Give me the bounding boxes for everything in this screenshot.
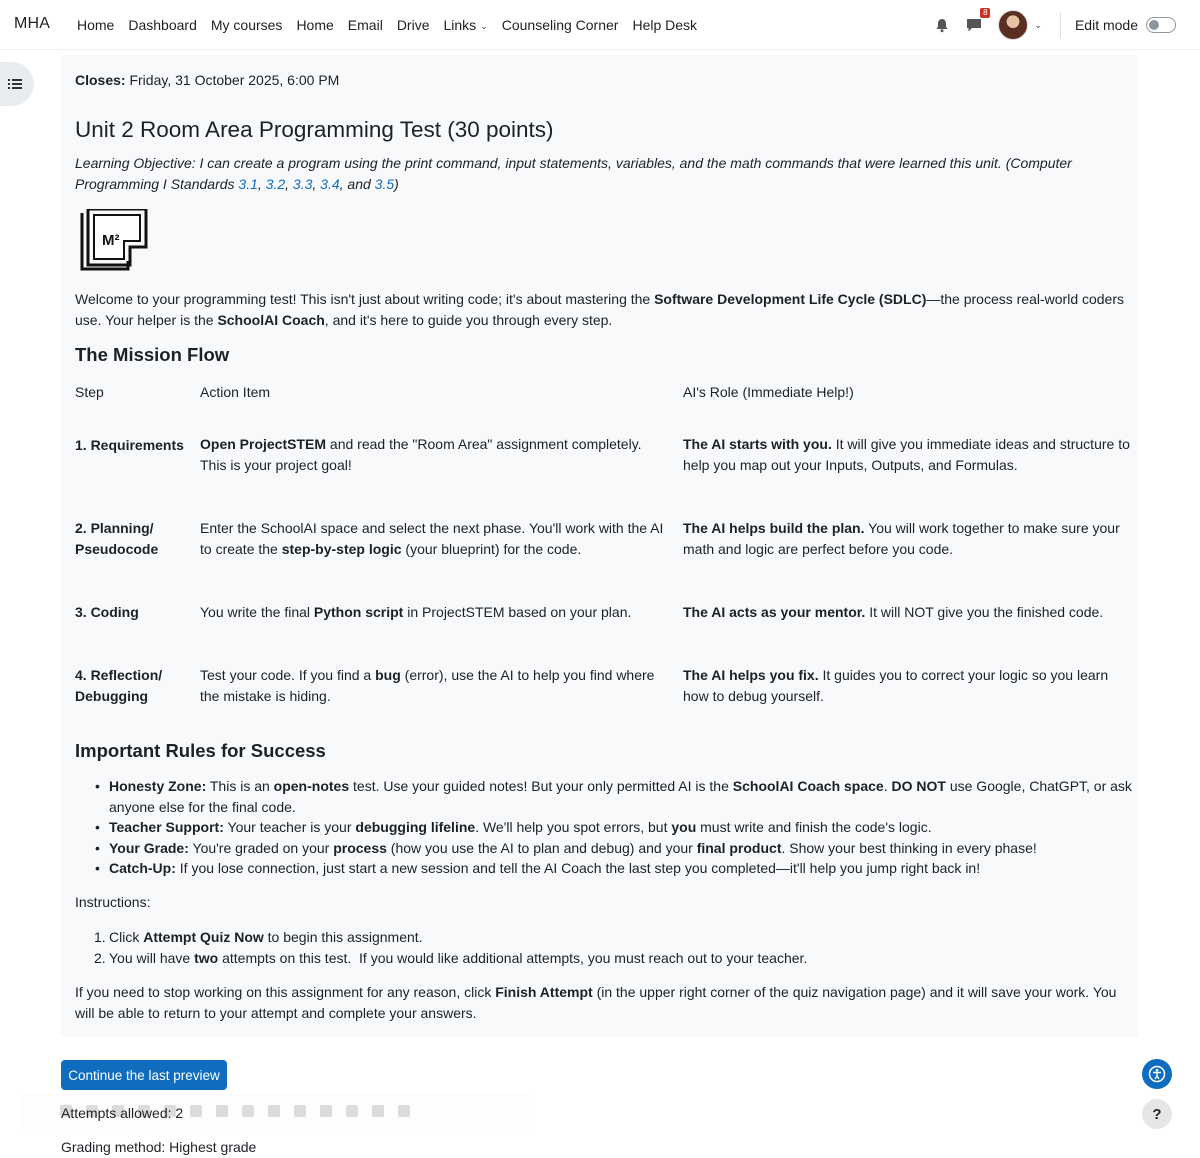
list-item <box>109 817 1134 838</box>
toolbar-icon <box>294 1105 306 1117</box>
action-text: in ProjectSTEM based on your plan. <box>403 604 632 620</box>
primary-navigation <box>70 0 704 50</box>
ai-bold: The AI helps build the plan. <box>683 520 865 536</box>
rule-text: Your teacher is your <box>223 819 356 835</box>
rule-label: Teacher Support: <box>109 819 224 835</box>
rule-text: If you lose connection, just start a new session and tell the AI Coach the last step you completed—it'll help you jump right back in! <box>175 860 981 876</box>
rule-text: . We'll help you spot errors, but <box>475 819 672 835</box>
nav-home[interactable]: Home <box>77 17 115 33</box>
nav-home-2[interactable]: Home <box>296 17 334 33</box>
instructions-label: Instructions: <box>75 894 151 910</box>
standard-link-3-5[interactable]: 3.5 <box>374 176 395 192</box>
rule-bold: SchoolAI Coach space <box>732 778 884 794</box>
messages-count-badge: 8 <box>980 8 990 18</box>
ai-role-cell <box>683 665 1133 725</box>
step-cell <box>75 434 200 518</box>
rule-text: . Show your best thinking in every phase! <box>781 839 1037 856</box>
action-cell <box>200 434 683 518</box>
continue-last-preview-button[interactable]: Continue the last preview <box>61 1060 227 1090</box>
mission-flow-heading: The Mission Flow <box>75 344 230 365</box>
rule-bold: debugging lifeline <box>355 819 476 835</box>
instruction-text: to begin this assignment. <box>263 929 423 945</box>
notifications-button[interactable] <box>932 15 952 35</box>
closes-value: Friday, 31 October 2025, 6:00 PM <box>125 72 340 88</box>
toolbar-icon <box>216 1105 228 1117</box>
m-squared-logo <box>80 209 148 271</box>
chevron-down-icon: ⌄ <box>480 20 488 31</box>
rule-text: test. Use your guided notes! But your only permitted AI is the <box>349 778 733 794</box>
step-cell <box>75 602 200 665</box>
list-item <box>94 927 807 948</box>
step-cell <box>75 518 200 602</box>
logo-text: M² <box>102 232 120 249</box>
page-title: Unit 2 Room Area Programming Test (30 points) <box>75 117 554 142</box>
attempts-allowed: Attempts allowed: 2 <box>61 1105 184 1121</box>
ai-role-cell <box>683 602 1133 665</box>
accessibility-icon <box>1148 1065 1166 1083</box>
edit-mode-label: Edit mode <box>1074 17 1138 33</box>
rule-text: must write and finish the code's logic. <box>696 819 932 835</box>
header-action-item: Action Item <box>200 384 271 400</box>
ai-bold: The AI acts as your mentor. <box>683 604 866 620</box>
objective-text: Learning Objective: I can create a program using the print command, input statements, variables, and the math commands that were learned this unit. (Computer Programming I Standards <box>75 155 1072 192</box>
toolbar-icon <box>320 1105 332 1117</box>
objective-and: , and <box>339 176 375 192</box>
table-header-row <box>75 380 1133 434</box>
rule-bold: DO NOT <box>891 778 946 794</box>
edit-mode-toggle[interactable] <box>1146 17 1176 33</box>
course-index-drawer-toggle[interactable] <box>0 62 34 106</box>
welcome-paragraph <box>75 289 1135 331</box>
welcome-text-2: —the process real-world coders use. Your helper is the <box>75 291 1125 328</box>
ai-text: It will give you immediate ideas and structure to help you map out your Inputs, Outputs, and Formulas. <box>683 436 1130 473</box>
action-text-pre: Enter the SchoolAI space and select the next phase. You'll work with the AI to create the <box>200 520 664 557</box>
rules-heading: Important Rules for Success <box>75 740 326 761</box>
table-row <box>75 602 1133 665</box>
action-text-pre: Test your code. If you find a <box>200 667 376 683</box>
welcome-text-1: Welcome to your programming test! This isn't just about writing code; it's about mastering the <box>75 291 655 307</box>
messages-button[interactable] <box>964 8 988 35</box>
chat-bubble-icon <box>966 18 982 33</box>
rule-label: Catch-Up: <box>109 860 176 876</box>
action-cell <box>200 665 683 725</box>
navbar-divider <box>1060 12 1061 38</box>
nav-links-label: Links <box>443 17 477 33</box>
learning-objective: Learning Objective: I can create a program using the print command, input statements, variables, and the math commands that were learned this unit. (Computer Programming I Standards 3.1, 3.2, 3.3, 3.4, and 3.5) <box>75 155 1072 192</box>
step-label: 3. Coding <box>75 604 139 620</box>
action-bold: step-by-step logic <box>281 541 402 557</box>
accessibility-button[interactable] <box>1142 1059 1172 1089</box>
welcome-coach: SchoolAI Coach <box>217 312 325 328</box>
closing-text: If you need to stop working on this assignment for any reason, click <box>75 984 496 1000</box>
closing-bold: Finish Attempt <box>495 984 593 1000</box>
user-avatar[interactable] <box>998 10 1028 40</box>
welcome-sdlc: Software Development Life Cycle (SDLC) <box>654 291 927 307</box>
site-brand[interactable]: MHA <box>14 15 51 32</box>
ai-bold: The AI starts with you. <box>683 436 832 452</box>
help-button[interactable]: ? <box>1142 1099 1172 1129</box>
mission-flow-table <box>75 380 1133 725</box>
instruction-text: Click <box>109 929 144 945</box>
welcome-text-3: , and it's here to guide you through every step. <box>324 312 613 328</box>
toolbar-icon <box>190 1105 202 1117</box>
rule-bold: process <box>333 839 387 856</box>
toolbar-icon <box>242 1105 254 1117</box>
ai-text: You will work together to make sure your math and logic are perfect before you code. <box>683 520 1120 557</box>
table-row <box>75 434 1133 518</box>
standard-link-3-1[interactable]: 3.1 <box>238 176 258 192</box>
ai-text: It will NOT give you the finished code. <box>865 604 1104 620</box>
step-label-line-1: 4. Reflection/ <box>75 667 163 683</box>
toolbar-icon <box>268 1105 280 1117</box>
action-text: (your blueprint) for the code. <box>401 541 582 557</box>
ai-text: It guides you to correct your logic so you learn how to debug yourself. <box>683 667 1109 704</box>
step-label-line-1: 2. Planning/ <box>75 520 154 536</box>
step-label-line-2: Pseudocode <box>75 541 159 557</box>
action-cell <box>200 602 683 665</box>
rule-label: Your Grade: <box>109 839 189 856</box>
instruction-text: You will have <box>109 950 195 966</box>
rule-label: Honesty Zone: <box>109 778 207 794</box>
table-row <box>75 518 1133 602</box>
toolbar-icon <box>372 1105 384 1117</box>
rule-bold: open-notes <box>273 778 350 794</box>
rule-text: . <box>883 778 892 794</box>
instruction-bold: two <box>194 950 219 966</box>
rule-text: You're graded on your <box>188 839 334 856</box>
closing-paragraph <box>75 982 1130 1024</box>
action-text: and read the "Room Area" assignment completely. This is your project goal! <box>200 436 642 473</box>
action-bold: Open ProjectSTEM <box>200 436 327 452</box>
list-item <box>109 776 1134 817</box>
header-step: Step <box>75 384 104 400</box>
list-number: 2. <box>94 950 106 966</box>
list-number: 1. <box>94 929 106 945</box>
action-bold: Python script <box>313 604 404 620</box>
standard-link-3-3[interactable]: 3.3 <box>292 176 313 192</box>
rule-bold: final product <box>696 839 782 856</box>
header-ai-role: AI's Role (Immediate Help!) <box>683 384 854 400</box>
standard-link-3-4[interactable]: 3.4 <box>320 176 340 192</box>
nav-my-courses[interactable]: My courses <box>210 17 283 33</box>
ai-bold: The AI helps you fix. <box>683 667 819 683</box>
nav-email[interactable]: Email <box>347 17 383 33</box>
instructions-list <box>94 927 807 969</box>
chevron-down-icon[interactable]: ⌄ <box>1034 19 1042 30</box>
step-label-line-2: Debugging <box>75 688 149 704</box>
action-cell <box>200 518 683 602</box>
top-navbar <box>0 0 1200 50</box>
step-label: 1. Requirements <box>75 437 184 453</box>
toolbar-icon <box>398 1105 410 1117</box>
nav-help-desk[interactable]: Help Desk <box>632 17 698 33</box>
standard-link-3-2[interactable]: 3.2 <box>265 176 286 192</box>
action-text-pre: You write the final <box>200 604 314 620</box>
rule-text: (how you use the AI to plan and debug) and your <box>386 839 697 856</box>
closes-date <box>75 72 339 88</box>
action-text: (error), use the AI to help you find where the mistake is hiding. <box>200 667 655 704</box>
rule-text: use Google, ChatGPT, or ask anyone else for the final code. <box>109 778 1132 815</box>
list-item <box>109 838 1134 859</box>
list-item <box>94 948 807 969</box>
closes-label: Closes: <box>75 72 126 88</box>
instruction-text: attempts on this test. If you would like additional attempts, you must reach out to your teacher. <box>218 950 808 966</box>
closing-text: (in the upper right corner of the quiz navigation page) and it will save your work. You will be able to return to your attempt and complete your answers. <box>75 984 1117 1021</box>
toolbar-icon <box>346 1105 358 1117</box>
action-bold: bug <box>375 667 401 683</box>
step-cell <box>75 665 200 725</box>
navbar-right <box>932 0 1200 50</box>
table-row <box>75 665 1133 725</box>
rules-list <box>109 776 1134 879</box>
ai-role-cell <box>683 518 1133 602</box>
list-item <box>109 858 1134 879</box>
grading-method: Grading method: Highest grade <box>61 1139 257 1155</box>
list-icon <box>8 78 22 90</box>
nav-dashboard[interactable]: Dashboard <box>128 17 197 33</box>
nav-links-dropdown[interactable] <box>436 0 494 50</box>
rule-text: This is an <box>206 778 274 794</box>
rule-bold: you <box>671 819 697 835</box>
ai-role-cell <box>683 434 1133 518</box>
bell-icon <box>935 18 949 33</box>
instruction-bold: Attempt Quiz Now <box>143 929 264 945</box>
nav-drive[interactable]: Drive <box>396 17 430 33</box>
nav-counseling-corner[interactable]: Counseling Corner <box>501 17 619 33</box>
